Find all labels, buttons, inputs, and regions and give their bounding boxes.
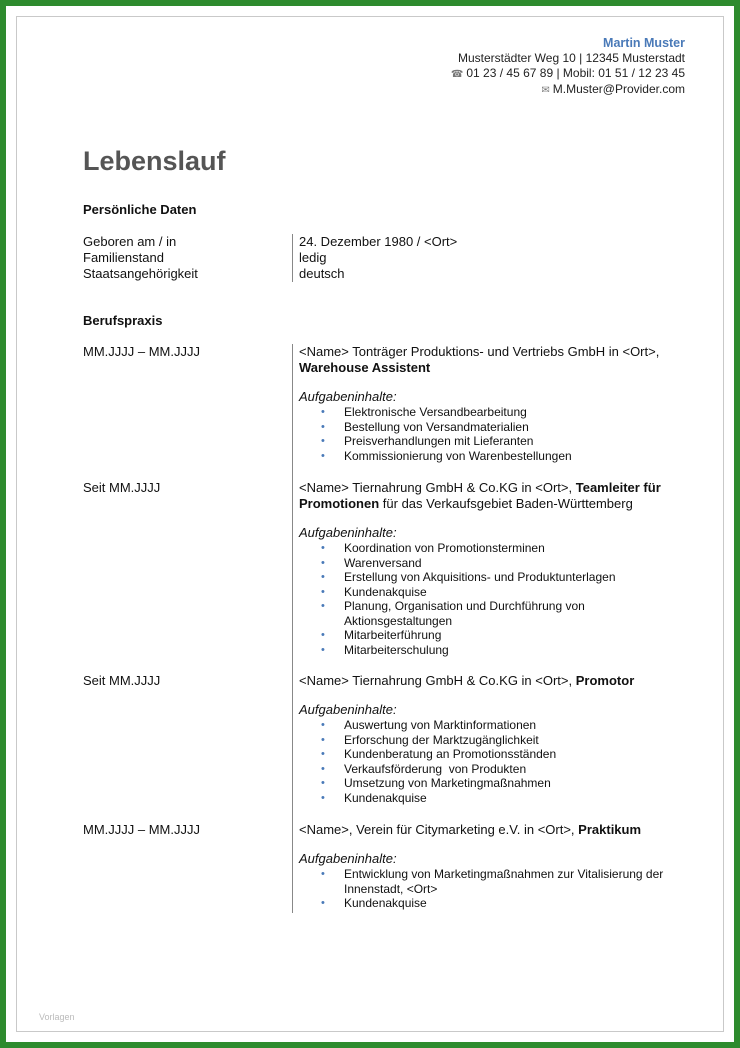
list-item: • Warenversand xyxy=(299,556,699,571)
list-item: • Planung, Organisation und Durchführung von Aktionsgestaltungen xyxy=(299,599,614,628)
job-entry xyxy=(299,480,699,657)
tasks-label: Aufgabeninhalte: xyxy=(299,702,397,717)
list-item: • Mitarbeiterschulung xyxy=(299,643,699,658)
company: <Name> Tonträger Produktions- und Vertriebs GmbH in <Ort>, xyxy=(299,344,660,359)
position-suffix: für das Verkaufsgebiet Baden-Württemberg xyxy=(382,496,633,511)
phone-numbers: 01 23 / 45 67 89 | Mobil: 01 51 / 12 23 45 xyxy=(466,66,685,80)
list-item: • Auswertung von Marktinformationen xyxy=(299,718,699,733)
task-list xyxy=(299,718,699,805)
job-entry xyxy=(299,344,699,463)
task-list xyxy=(299,541,699,657)
divider-experience xyxy=(292,344,293,913)
tasks-label: Aufgabeninhalte: xyxy=(299,389,397,404)
experience-heading: Berufspraxis xyxy=(83,313,163,328)
address: Musterstädter Weg 10 | 12345 Musterstadt xyxy=(457,51,685,65)
job-title xyxy=(299,822,699,838)
position: Warehouse Assistent xyxy=(299,360,431,375)
task-list xyxy=(299,867,699,911)
tasks-label: Aufgabeninhalte: xyxy=(299,851,397,866)
list-item: • Kundenakquise xyxy=(299,791,699,806)
company: <Name>, Verein für Citymarketing e.V. in <Ort>, xyxy=(299,822,575,837)
job-entry xyxy=(299,673,699,805)
company: <Name> Tiernahrung GmbH & Co.KG in <Ort>, xyxy=(299,673,573,688)
page-title: Lebenslauf xyxy=(83,146,226,176)
position: Promotor xyxy=(575,673,635,688)
list-item: • Verkaufsförderung von Produkten xyxy=(299,762,699,777)
label-nationality: Staatsangehörigkeit xyxy=(83,266,198,281)
position: Teamleiter für Promotionen xyxy=(299,480,661,511)
mail-icon: ✉ xyxy=(541,85,550,96)
list-item: • Erforschung der Marktzugänglichkeit xyxy=(299,733,699,748)
job-title xyxy=(299,344,699,376)
email-line xyxy=(451,82,685,98)
list-item: • Erstellung von Akquisitions- und Produktunterlagen xyxy=(299,570,699,585)
list-item: • Koordination von Promotionsterminen xyxy=(299,541,699,556)
position: Praktikum xyxy=(578,822,642,837)
phone-line xyxy=(451,66,685,82)
list-item: • Entwicklung von Marketingmaßnahmen zur Vitalisierung der Innenstadt, <Ort> xyxy=(299,867,684,896)
list-item: • Kommissionierung von Warenbestellungen xyxy=(299,449,699,464)
job-title xyxy=(299,480,699,512)
list-item: • Preisverhandlungen mit Lieferanten xyxy=(299,434,699,449)
job-date: MM.JJJJ – MM.JJJJ xyxy=(83,344,200,359)
resume-page xyxy=(6,6,734,1042)
divider-personal xyxy=(292,234,293,282)
contact-header xyxy=(451,36,685,98)
value-birth: 24. Dezember 1980 / <Ort> xyxy=(299,234,458,249)
email-address[interactable]: M.Muster@Provider.com xyxy=(552,82,685,96)
personal-data xyxy=(83,234,483,282)
applicant-name: Martin Muster xyxy=(603,36,685,50)
list-item: • Umsetzung von Marketingmaßnahmen xyxy=(299,776,699,791)
list-item: • Kundenakquise xyxy=(299,896,699,911)
job-date: Seit MM.JJJJ xyxy=(83,480,161,495)
list-item: • Kundenberatung an Promotionsständen xyxy=(299,747,699,762)
task-list xyxy=(299,405,699,463)
company: <Name> Tiernahrung GmbH & Co.KG in <Ort>, xyxy=(299,480,573,495)
watermark: Vorlagen xyxy=(39,1012,75,1022)
list-item: • Bestellung von Versandmaterialien xyxy=(299,420,699,435)
job-title xyxy=(299,673,699,689)
list-item: • Kundenakquise xyxy=(299,585,699,600)
job-date: MM.JJJJ – MM.JJJJ xyxy=(83,822,200,837)
value-marital: ledig xyxy=(299,250,327,265)
list-item: • Mitarbeiterführung xyxy=(299,628,699,643)
job-date: Seit MM.JJJJ xyxy=(83,673,161,688)
value-nationality: deutsch xyxy=(299,266,345,281)
job-entry xyxy=(299,822,699,911)
tasks-label: Aufgabeninhalte: xyxy=(299,525,397,540)
label-birth: Geboren am / in xyxy=(83,234,177,249)
label-marital: Familienstand xyxy=(83,250,164,265)
list-item: • Elektronische Versandbearbeitung xyxy=(299,405,699,420)
personal-heading: Persönliche Daten xyxy=(83,202,197,217)
phone-icon: ☎ xyxy=(450,69,464,80)
